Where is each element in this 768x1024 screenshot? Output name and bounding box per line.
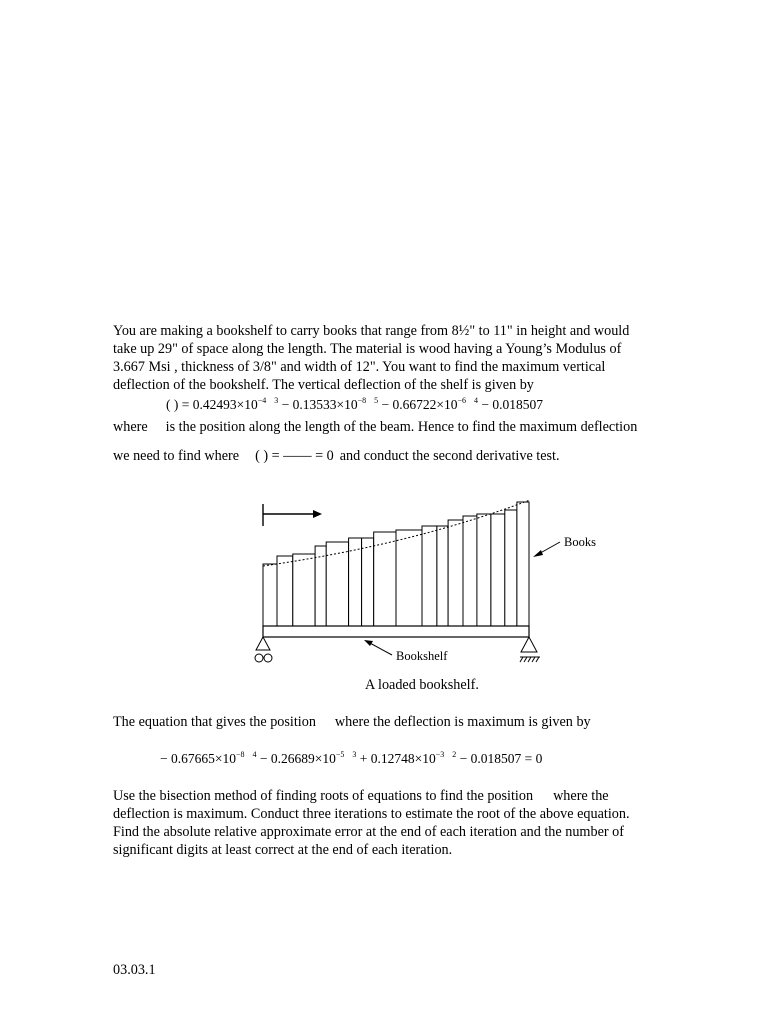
book <box>263 564 277 626</box>
book <box>491 514 505 626</box>
task-line-4: significant digits at least correct at the end of each iteration. <box>113 842 453 858</box>
bookshelf-figure <box>250 490 610 675</box>
ground-hatch <box>520 657 539 662</box>
intro-line-3: 3.667 Msi , thickness of 3/8" and width of 12". You want to find the maximum vertical <box>113 359 606 375</box>
roller-support <box>256 637 270 650</box>
book <box>505 510 517 626</box>
roller-wheel-right <box>264 654 272 662</box>
intro-line-4: deflection of the bookshelf. The vertical deflection of the shelf is given by <box>113 377 534 393</box>
bookshelf-label: Bookshelf <box>396 649 448 663</box>
books-group <box>263 502 529 626</box>
pin-support <box>521 637 537 652</box>
book <box>293 554 315 626</box>
equation-lhs: ( ) = <box>166 397 190 412</box>
task-line-1: Use the bisection method of finding roots of equations to find the position where the <box>113 788 609 804</box>
book <box>277 556 293 626</box>
intro-line-1: You are making a bookshelf to carry books that range from 8½" to 11" in height and would <box>113 323 630 339</box>
book <box>463 516 477 626</box>
where-line: where is the position along the length of the beam. Hence to find the maximum deflection <box>113 419 638 435</box>
book <box>477 514 491 626</box>
task-line-3: Find the absolute relative approximate error at the end of each iteration and the number of <box>113 824 624 840</box>
shelf-beam <box>263 626 529 637</box>
deflection-equation: ( ) = $0.42493\times 10^{-4}$ $^3 - 0.13533\times 10^{-8}$ $^5 - 0.66722\times 10^{-6}$ $^4$ − 0.018507 <box>166 396 543 412</box>
derivative-line: we need to find where ( ) = —— = 0 and conduct the second derivative test. <box>113 448 560 464</box>
books-label: Books <box>564 535 596 549</box>
book <box>448 520 463 626</box>
maximum-equation: − $0.67665\times 10^{-8}$ $^4 - 0.26689\times 10^{-5}$ $^3 + 0.12748\times 10^{-3}$ $^2$ − 0.018507 = 0 <box>160 750 543 766</box>
books-leader-arrow <box>533 550 543 557</box>
bookshelf-leader-line <box>368 642 392 655</box>
book <box>422 526 437 626</box>
arrow-head <box>313 510 322 518</box>
book <box>437 526 448 626</box>
roller-wheel-left <box>255 654 263 662</box>
task-line-2: deflection is maximum. Conduct three iterations to estimate the root of the above equation. <box>113 806 630 822</box>
figure-caption: A loaded bookshelf. <box>365 677 479 693</box>
book <box>315 546 326 626</box>
book <box>374 532 396 626</box>
intro-line-2: take up 29" of space along the length. The material is wood having a Young’s Modulus of <box>113 341 622 357</box>
position-line: The equation that gives the position where the deflection is maximum is given by <box>113 714 591 730</box>
book <box>326 542 348 626</box>
page-number: 03.03.1 <box>113 962 156 978</box>
bookshelf-leader-arrow <box>364 640 373 646</box>
book <box>396 530 422 626</box>
book <box>517 502 529 626</box>
book <box>362 538 374 626</box>
